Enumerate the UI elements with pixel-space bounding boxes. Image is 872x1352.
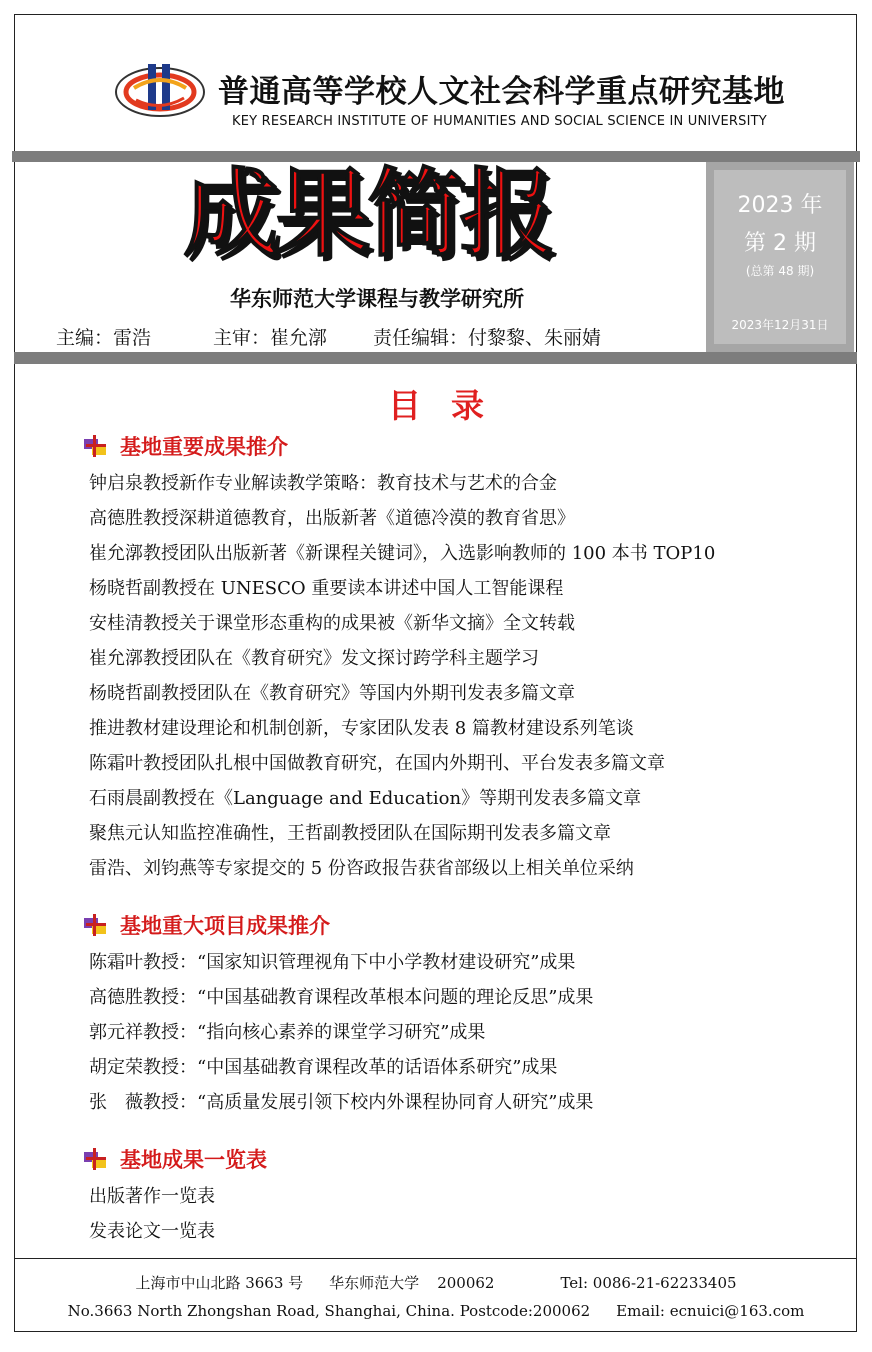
footer-contact-en [0,1302,872,1320]
section-heading: 基地重大项目成果推介 [84,913,330,937]
toc-entry[interactable]: 崔允漷教授团队出版新著《新课程关键词》，入选影响教师的 100 本书 TOP10 [89,543,716,564]
masthead-divider [14,352,857,364]
issue-number: 第 2 期 [744,231,816,256]
section-heading: 基地重要成果推介 [84,434,288,458]
issue-box [706,162,854,352]
toc-entry[interactable]: 陈霜叶教授团队扎根中国做教育研究，在国内外期刊、平台发表多篇文章 [89,753,665,774]
reviewer: 主审：崔允漷 [213,327,328,349]
toc-entry[interactable]: 陈霜叶教授：“国家知识管理视角下中小学教材建设研究”成果 [89,952,576,973]
university-cn: 华东师范大学 [329,1274,420,1292]
toc-entry[interactable]: 胡定荣教授：“中国基础教育课程改革的话语体系研究”成果 [89,1057,558,1078]
bullet-icon [84,435,108,457]
toc-entry[interactable]: 安桂清教授关于课堂形态重构的成果被《新华文摘》全文转载 [89,613,575,634]
toc-entry[interactable]: 出版著作一览表 [89,1186,215,1207]
toc-entry[interactable]: 聚焦元认知监控准确性，王哲副教授团队在国际期刊发表多篇文章 [89,823,611,844]
toc-entry[interactable]: 石雨晨副教授在《Language and Education》等期刊发表多篇文章 [89,788,642,809]
section-heading: 基地成果一览表 [84,1147,267,1171]
institute-logo [112,58,208,122]
telephone: Tel: 0086-21-62233405 [560,1274,737,1292]
toc-entry[interactable]: 杨晓哲副教授团队在《教育研究》等国内外期刊发表多篇文章 [89,683,575,704]
toc-entry[interactable]: 高德胜教授：“中国基础教育课程改革根本问题的理论反思”成果 [89,987,594,1008]
toc-entry[interactable]: 雷浩、刘钧燕等专家提交的 5 份咨政报告获省部级以上相关单位采纳 [89,858,634,879]
address-cn: 上海市中山北路 3663 号 [135,1274,304,1292]
institute-name-cn: 普通高等学校人文社会科学重点研究基地 [218,74,785,110]
footer-divider [14,1258,857,1259]
issue-total: (总第 48 期) [745,264,815,278]
toc-entry[interactable]: 推进教材建设理论和机制创新，专家团队发表 8 篇教材建设系列笔谈 [89,718,634,739]
toc-entry[interactable]: 钟启泉教授新作专业解读教学策略：教育技术与艺术的合金 [89,473,557,494]
email-link[interactable]: Email: ecnuici@163.com [616,1302,805,1320]
issue-date: 2023年12月31日 [731,318,829,332]
toc-entry[interactable]: 崔允漷教授团队在《教育研究》发文探讨跨学科主题学习 [89,648,539,669]
toc-entry[interactable]: 郭元祥教授：“指向核心素养的课堂学习研究”成果 [89,1022,486,1043]
responsible-editors: 责任编辑：付黎黎、朱丽婧 [373,327,602,349]
department-name: 华东师范大学课程与教学研究所 [230,287,524,311]
toc-entry[interactable]: 张 薇教授：“高质量发展引领下校内外课程协同育人研究”成果 [89,1092,594,1113]
chief-editor: 主编：雷浩 [56,327,152,349]
newsletter-title: 成果简报 [183,158,551,270]
address-en: No.3663 North Zhongshan Road, Shanghai, China. Postcode:200062 [67,1302,591,1320]
institute-name-en: KEY RESEARCH INSTITUTE OF HUMANITIES AND SOCIAL SCIENCE IN UNIVERSITY [232,114,767,129]
editor-line [56,323,601,350]
footer-contact-cn [0,1272,872,1293]
toc-entry[interactable]: 杨晓哲副教授在 UNESCO 重要读本讲述中国人工智能课程 [89,578,564,599]
bullet-icon [84,1148,108,1170]
toc-title: 目录 [388,386,514,425]
issue-year: 2023 年 [737,193,823,218]
postcode-cn: 200062 [437,1274,495,1292]
bullet-icon [84,914,108,936]
toc-entry[interactable]: 发表论文一览表 [89,1221,215,1242]
toc-entry[interactable]: 高德胜教授深耕道德教育，出版新著《道德冷漠的教育省思》 [89,508,575,529]
